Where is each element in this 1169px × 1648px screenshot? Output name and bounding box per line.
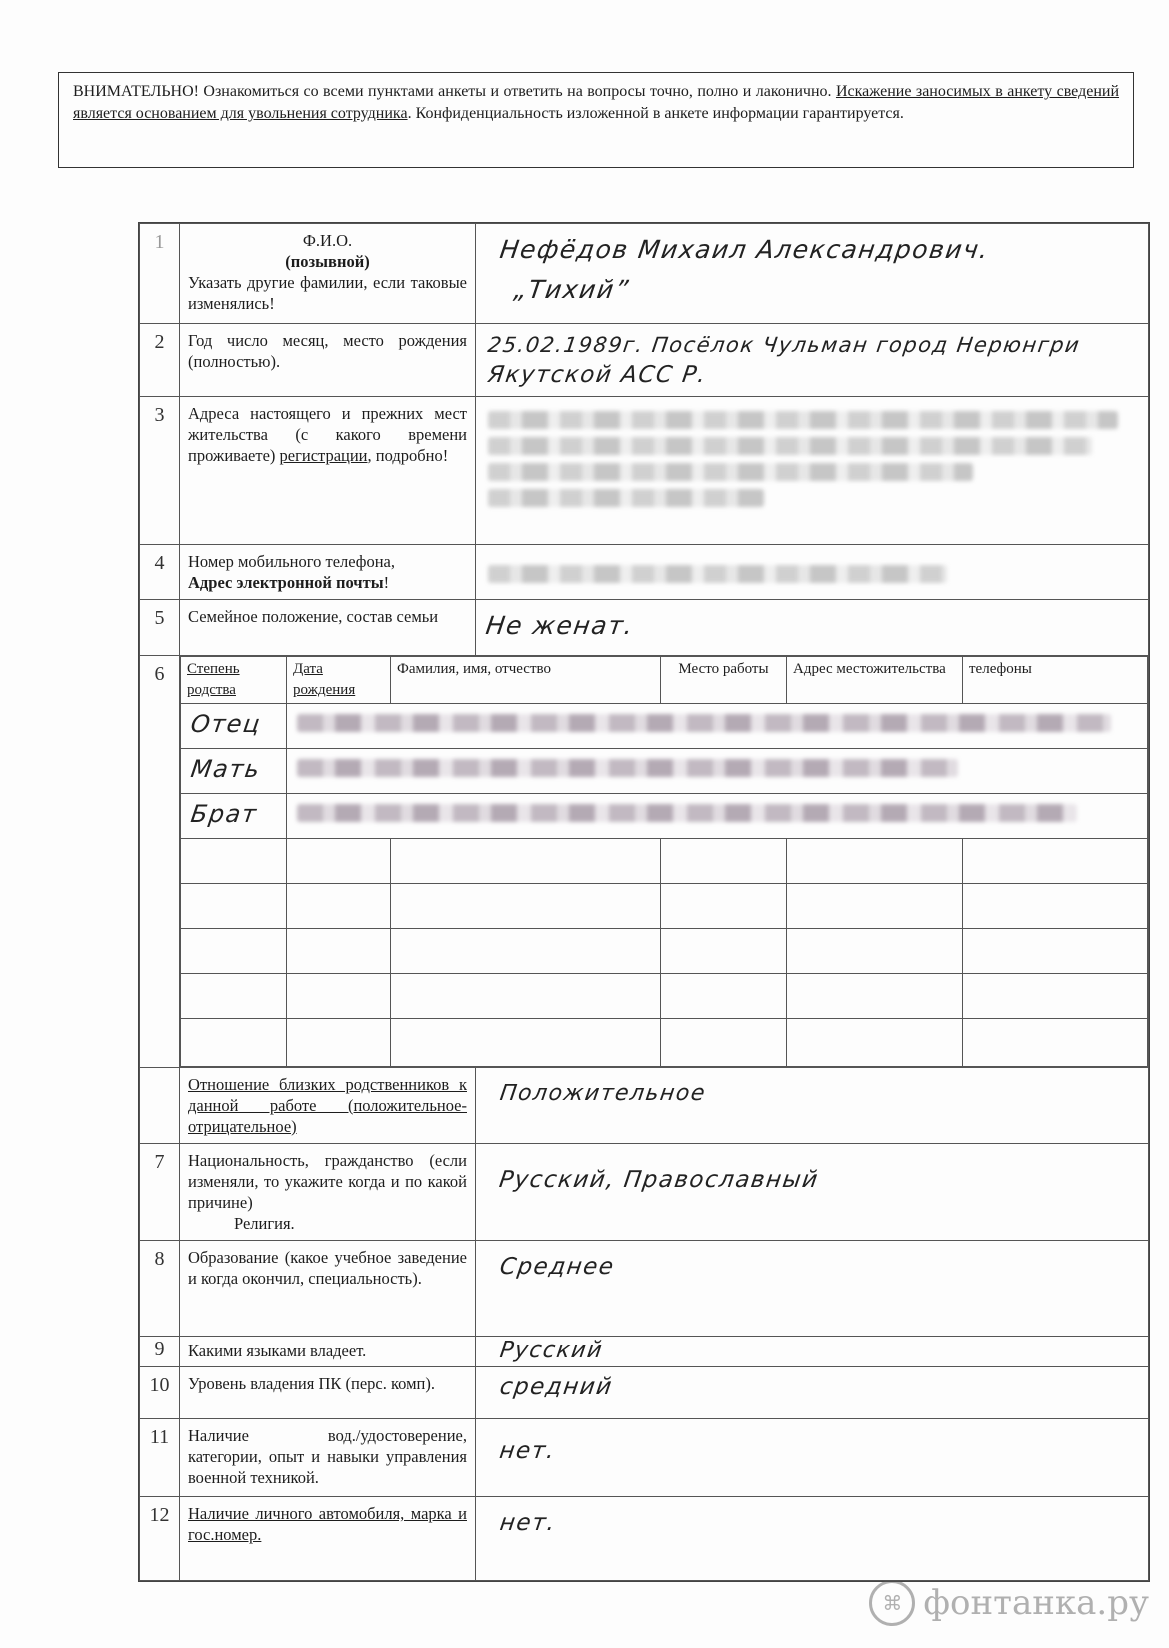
question-text: Национальность, гражданство (если изменяли, то укажите когда и по какой причине) xyxy=(188,1151,467,1212)
question-phone: Номер мобильного телефона, xyxy=(188,552,395,571)
question-addresses xyxy=(180,397,476,545)
handwritten-marital-status: Не женат. xyxy=(484,611,636,640)
relative-row-empty xyxy=(181,929,1148,974)
question-nationality xyxy=(180,1144,476,1241)
answer-pc-skills xyxy=(476,1367,1149,1419)
row-number: 1 xyxy=(140,224,180,324)
row-8 xyxy=(140,1241,1149,1337)
question-text: Указать другие фамилии, если таковые изменялись! xyxy=(188,273,467,313)
answer-attitude xyxy=(476,1068,1149,1144)
notice-lead: ВНИМАТЕЛЬНО! Ознакомиться со всеми пунктами анкеты и ответить на вопросы точно, полно и лаконично. xyxy=(73,83,832,100)
handwritten-relation: Отец xyxy=(189,710,263,738)
row-number: 8 xyxy=(140,1241,180,1337)
answer-languages xyxy=(476,1337,1149,1367)
question-family: Семейное положение, состав семьи xyxy=(180,600,476,656)
redacted-block xyxy=(488,489,764,507)
row-number: 3 xyxy=(140,397,180,545)
redacted-block xyxy=(297,804,1077,822)
redacted-block xyxy=(488,463,973,481)
answer-contacts-redacted xyxy=(476,545,1149,600)
handwritten-driving: нет. xyxy=(497,1438,558,1464)
row-attitude xyxy=(140,1068,1149,1144)
row-number: 12 xyxy=(140,1497,180,1581)
row-number: 4 xyxy=(140,545,180,600)
relatives-header xyxy=(181,657,1148,704)
answer-nationality xyxy=(476,1144,1149,1241)
row-number: 2 xyxy=(140,324,180,397)
notice-tail: . Конфиденциальность изложенной в анкете информации гарантируется. xyxy=(407,105,904,122)
relative-row-empty xyxy=(181,1019,1148,1067)
question-text: Адреса настоящего и прежних мест жительства (с какого времени проживаете) xyxy=(188,404,467,465)
question-fio xyxy=(180,224,476,324)
header-address: Адрес местожительства xyxy=(787,657,963,704)
question-email: Адрес электронной почты xyxy=(188,573,384,592)
question-driving: Наличие вод./удостоверение, категории, опыт и навыки управления военной техникой. xyxy=(180,1419,476,1497)
row-7 xyxy=(140,1144,1149,1241)
relative-row-empty xyxy=(181,884,1148,929)
question-tail: ! xyxy=(383,573,390,592)
question-pc-skills: Уровень владения ПК (перс. комп). xyxy=(180,1367,476,1419)
fontanka-logo-icon: ⌘ xyxy=(869,1580,915,1626)
redacted-block xyxy=(488,411,1118,429)
question-text-tail: , подробно! xyxy=(367,446,449,465)
row-11 xyxy=(140,1419,1149,1497)
handwritten-languages: Русский xyxy=(498,1338,605,1363)
redacted-block xyxy=(488,565,947,583)
relative-row-empty xyxy=(181,974,1148,1019)
handwritten-birth-date-place: 25.02.1989г. Посёлок Чульман город Нерюнгри xyxy=(486,333,1082,357)
watermark-text: фонтанка.ру xyxy=(923,1583,1149,1623)
header-fullname: Фамилия, имя, отчество xyxy=(391,657,661,704)
question-attitude: Отношение близких родственников к данной работе (положительное- отрицательное) xyxy=(180,1068,476,1144)
attention-notice xyxy=(58,72,1134,168)
row-number: 10 xyxy=(140,1367,180,1419)
handwritten-birth-region: Якутской АСС Р. xyxy=(486,362,709,388)
question-religion: Религия. xyxy=(234,1214,295,1233)
handwritten-relation: Мать xyxy=(189,755,263,783)
row-10 xyxy=(140,1367,1149,1419)
answer-driving xyxy=(476,1419,1149,1497)
redacted-block xyxy=(297,714,1111,732)
answer-education xyxy=(476,1241,1149,1337)
row-number: 6 xyxy=(140,656,180,1068)
redacted-block xyxy=(488,437,1092,455)
handwritten-callsign: „Тихий” xyxy=(512,275,632,304)
relative-row xyxy=(181,749,1148,794)
row-number: 5 xyxy=(140,600,180,656)
relatives-table xyxy=(180,656,1148,1067)
header-phones: телефоны xyxy=(963,657,1148,704)
row-number: 9 xyxy=(140,1337,180,1367)
relative-row-empty xyxy=(181,839,1148,884)
relative-row xyxy=(181,794,1148,839)
notice-warning: Искажение заносимых в анкету сведений является основанием для увольнения сотрудника xyxy=(73,83,1120,122)
question-education: Образование (какое учебное заведение и когда окончил, специальность). xyxy=(180,1241,476,1337)
question-languages: Какими языками владеет. xyxy=(180,1337,476,1367)
handwritten-pc-skills: средний xyxy=(498,1374,615,1400)
handwritten-education: Среднее xyxy=(498,1254,617,1280)
question-registration: регистрации xyxy=(279,446,368,465)
row-12 xyxy=(140,1497,1149,1581)
header-birthdate: Дата рождения xyxy=(287,657,391,704)
questionnaire-form xyxy=(138,222,1150,1582)
fontanka-watermark xyxy=(869,1580,1149,1626)
handwritten-car: нет. xyxy=(498,1510,558,1536)
answer-family xyxy=(476,600,1149,656)
row-5 xyxy=(140,600,1149,656)
handwritten-nationality: Русский, Православный xyxy=(497,1167,821,1193)
handwritten-attitude: Положительное xyxy=(498,1081,708,1106)
redacted-block xyxy=(297,759,958,777)
row-number: 11 xyxy=(140,1419,180,1497)
row-2 xyxy=(140,324,1149,397)
row-6 xyxy=(140,656,1149,1068)
question-title: Ф.И.О. xyxy=(302,231,353,250)
relatives-section xyxy=(180,656,1149,1068)
row-number: 7 xyxy=(140,1144,180,1241)
question-car: Наличие личного автомобиля, марка и гос.номер. xyxy=(180,1497,476,1581)
row-9 xyxy=(140,1337,1149,1367)
header-workplace: Место работы xyxy=(661,657,787,704)
relative-row xyxy=(181,704,1148,749)
question-contacts xyxy=(180,545,476,600)
row-4 xyxy=(140,545,1149,600)
row-1 xyxy=(140,224,1149,324)
handwritten-name: Нефёдов Михаил Александрович. xyxy=(498,235,992,264)
header-relation: Степень родства xyxy=(181,657,287,704)
handwritten-relation: Брат xyxy=(189,800,260,828)
answer-car xyxy=(476,1497,1149,1581)
question-callsign: (позывной) xyxy=(285,252,370,271)
answer-addresses-redacted xyxy=(476,397,1149,545)
answer-fio xyxy=(476,224,1149,324)
row-3 xyxy=(140,397,1149,545)
answer-birth xyxy=(476,324,1149,397)
question-birth: Год число месяц, место рождения (полностью). xyxy=(180,324,476,397)
